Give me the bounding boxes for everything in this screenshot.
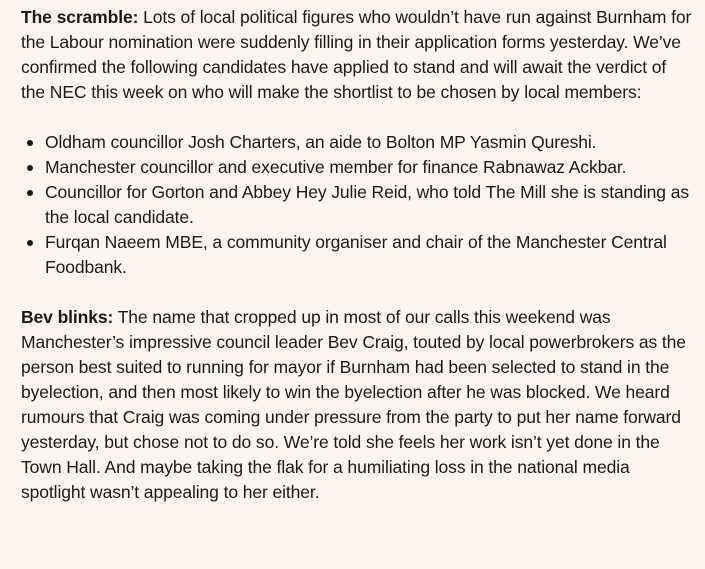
scramble-paragraph xyxy=(21,5,693,105)
bev-text: The name that cropped up in most of our calls this weekend was Manchester’s impressive council leader Bev Craig, touted by local powerbrokers as the person best suited to running for mayor if Burnham had been selected to stand in the byelection, and then most likely to win the byelection after he was blocked. We heard rumours that Craig was coming under pressure from the party to put her name forward yesterday, but chose not to do so. We’re told she feels her work isn’t yet done in the Town Hall. And maybe taking the flak for a humiliating loss in the national media spotlight wasn’t appealing to her either. xyxy=(21,307,686,502)
bev-heading: Bev blinks: xyxy=(21,307,114,327)
list-item: Oldham councillor Josh Charters, an aide to Bolton MP Yasmin Qureshi. xyxy=(45,130,693,155)
list-item: Manchester councillor and executive member for finance Rabnawaz Ackbar. xyxy=(45,155,693,180)
list-item: Councillor for Gorton and Abbey Hey Julie Reid, who told The Mill she is standing as the local candidate. xyxy=(45,180,693,230)
bev-paragraph xyxy=(21,305,693,505)
list-item: Furqan Naeem MBE, a community organiser and chair of the Manchester Central Foodbank. xyxy=(45,230,693,280)
candidate-list xyxy=(21,130,693,280)
scramble-heading: The scramble: xyxy=(21,7,139,27)
scramble-text: Lots of local political figures who wouldn’t have run against Burnham for the Labour nomination were suddenly filling in their application forms yesterday. We’ve confirmed the following candidates have applied to stand and will await the verdict of the NEC this week on who will make the shortlist to be chosen by local members: xyxy=(21,7,692,102)
